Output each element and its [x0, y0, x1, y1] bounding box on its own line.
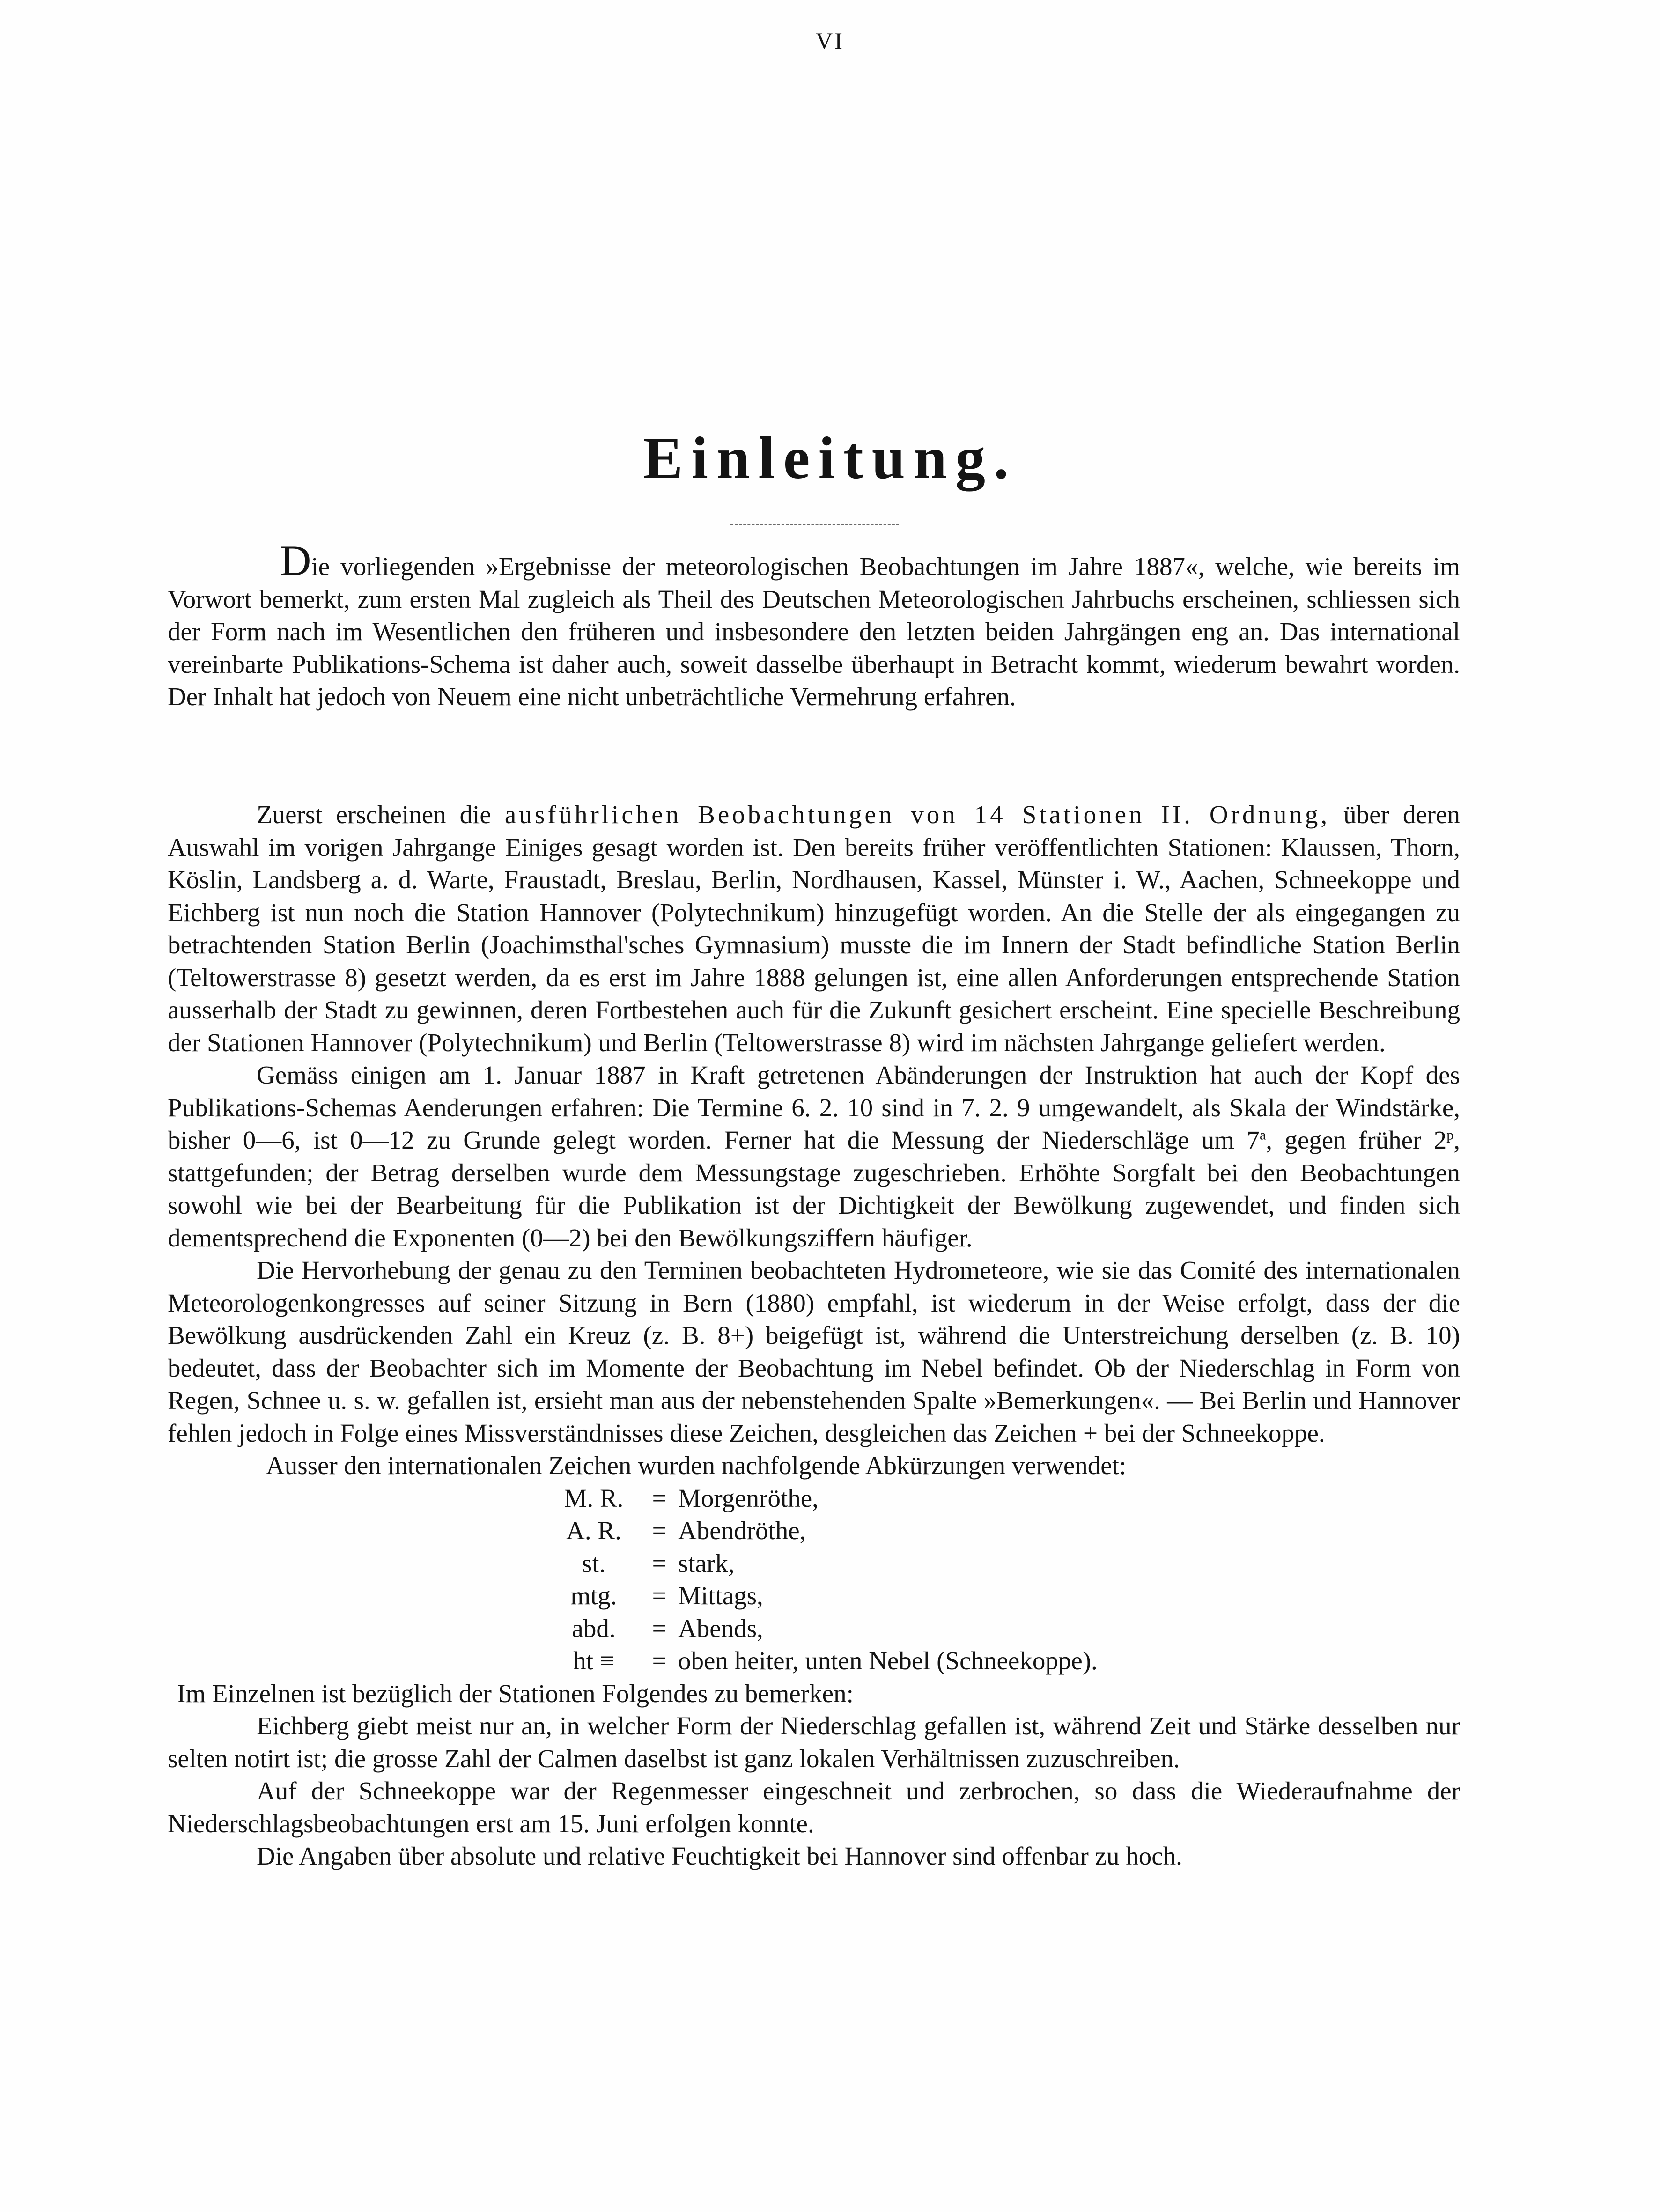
intro-text: ie vorliegenden »Ergebnisse der meteorologischen Beobachtungen im Jahre 1887«, welche, wie bereits im Vorwort bemerkt, zum ersten Mal zugleich als Theil des Deutschen Meteorologischen Jahrbuchs erscheinen, schliessen sich der Form nach im Wesentlichen den früheren und insbesondere den letzten beiden Jahrgängen eng an. Das international vereinbarte Publikations-Schema ist daher auch, soweit dasselbe überhaupt in Betracht kommt, wiederum bewahrt worden. Der Inhalt hat jedoch von Neuem eine nicht unbeträchtliche Vermehrung erfahren. [168, 552, 1460, 711]
equals-sign: = [652, 1483, 667, 1512]
superscript-p: p [1446, 1127, 1454, 1143]
abbreviation-key: st. [582, 1548, 606, 1578]
abbreviation-value: Morgenröthe, [678, 1483, 819, 1512]
paragraph-stations-rest: über deren Auswahl im vorigen Jahrgange Einiges gesagt worden ist. Den bereits früher veröffentlichten Stationen: Klaussen, Thorn, Köslin, Landsberg a. d. Warte, Fraustadt, Breslau, Berlin, Nordhausen, Kassel, Münster i. W., Aachen, Schneekoppe und Eichberg ist nun noch die Station Hannover (Polytechnikum) hinzugefügt worden. An die Stelle der als eingegangen zu betrachtenden Station Berlin (Joachimsthal'sches Gymnasium) musste die im Innern der Stadt befindliche Station Berlin (Teltowerstrasse 8) gesetzt werden, da es erst im Jahre 1888 gelungen ist, eine allen Anforderungen entsprechende Station ausserhalb der Stadt zu gewinnen, deren Fortbestehen auch für die Zukunft gesichert erscheint. Eine specielle Beschreibung der Stationen Hannover (Polytechnikum) und Berlin (Teltowerstrasse 8) wird im nächsten Jahrgange geliefert werden. [168, 800, 1460, 1057]
equals-sign: = [652, 1614, 667, 1643]
drop-cap: D [280, 537, 311, 584]
abbreviations-intro: Ausser den internationalen Zeichen wurden nachfolgende Abkürzungen verwendet: [266, 1451, 1127, 1480]
abbreviation-row [547, 1612, 1460, 1645]
abbreviation-value: Abends, [678, 1614, 763, 1643]
equals-sign: = [652, 1646, 667, 1675]
paragraph-stations-lead: Zuerst erscheinen die [257, 800, 505, 829]
abbreviation-key: mtg. [570, 1581, 617, 1610]
station-note-schneekoppe: Auf der Schneekoppe war der Regenmesser eingeschneit und zerbrochen, so dass die Wiederaufnahme der Niederschlagsbeobachtungen erst am 15. Juni erfolgen konnte. [168, 1777, 1460, 1838]
stations-intro: Im Einzelnen ist bezüglich der Stationen Folgendes zu bemerken: [177, 1679, 854, 1708]
equals-sign: = [652, 1581, 667, 1610]
title-divider [730, 524, 899, 525]
abbreviation-value: Abendröthe, [678, 1516, 806, 1545]
abbreviation-row [547, 1482, 1460, 1515]
equals-sign: = [652, 1548, 667, 1578]
para3-part-c: , stattgefunden; der Betrag derselben wurde dem Messungstage zugeschrieben. Erhöhte Sorgfalt bei den Beobachtungen sowohl wie bei der Bearbeitung für die Publikation ist der Dichtigkeit der Bewölkung zugewendet, und finden sich dementsprechend die Exponenten (0—2) bei den Bewölkungsziffern häufiger. [168, 1126, 1460, 1252]
page-number: VI [816, 28, 844, 54]
abbreviation-key: abd. [572, 1614, 616, 1643]
paragraph-hydrometeors: Die Hervorhebung der genau zu den Terminen beobachteten Hydrometeore, wie sie das Comité des internationalen Meteorologenkongresses auf seiner Sitzung in Bern (1880) empfahl, ist wiederum in der Weise erfolgt, dass der die Bewölkung ausdrückenden Zahl ein Kreuz (z. B. 8+) beigefügt ist, während die Unterstreichung derselben (z. B. 10) bedeutet, dass der Beobachter sich im Momente der Beobachtung im Nebel befindet. Ob der Niederschlag in Form von Regen, Schnee u. s. w. gefallen ist, ersieht man aus der nebenstehenden Spalte »Bemerkungen«. — Bei Berlin und Hannover fehlen jedoch in Folge eines Missverständnisses diese Zeichen, desgleichen das Zeichen + bei der Schneekoppe. [168, 1256, 1460, 1447]
station-note-hannover: Die Angaben über absolute und relative Feuchtigkeit bei Hannover sind offenbar zu hoch. [257, 1842, 1182, 1870]
superscript-a: a [1259, 1127, 1266, 1143]
paragraph-stations [168, 798, 1460, 1059]
abbreviation-row [547, 1514, 1460, 1547]
intro-paragraph [168, 537, 1460, 713]
abbreviation-value: Mittags, [678, 1581, 763, 1610]
abbreviation-value: stark, [678, 1548, 735, 1578]
para3-part-a: Gemäss einigen am 1. Januar 1887 in Kraft getretenen Abänderungen der Instruktion hat auch der Kopf des Publikations-Schemas Aenderungen erfahren: Die Termine 6. 2. 10 sind in 7. 2. 9 umgewandelt, als Skala der Windstärke, bisher 0—6, ist 0—12 zu Grunde gelegt worden. Ferner hat die Messung der Niederschläge um 7 [168, 1061, 1460, 1154]
paragraph-stations-emphasis: ausführlichen Beobachtungen von 14 Stationen II. Ordnung, [504, 800, 1330, 829]
station-note-eichberg: Eichberg giebt meist nur an, in welcher Form der Niederschlag gefallen ist, während Zeit und Stärke desselben nur selten notirt ist; die grosse Zahl der Calmen daselbst ist ganz lokalen Verhältnissen zuzuschreiben. [168, 1711, 1460, 1773]
abbreviation-value: oben heiter, unten Nebel (Schneekoppe). [678, 1646, 1098, 1675]
page-title: Einleitung. [642, 425, 1018, 491]
equals-sign: = [652, 1516, 667, 1545]
abbreviation-row [547, 1644, 1460, 1677]
abbreviation-key: M. R. [564, 1483, 624, 1512]
intro-section [168, 537, 1460, 713]
abbreviation-key: A. R. [566, 1516, 621, 1545]
abbreviation-row [547, 1579, 1460, 1612]
abbreviations-list [547, 1482, 1460, 1677]
abbreviation-key: ht ≡ [573, 1646, 614, 1675]
body-section [168, 798, 1460, 1873]
para3-part-b: , gegen früher 2 [1266, 1126, 1447, 1154]
abbreviation-row [547, 1547, 1460, 1580]
paragraph-instruction-changes [168, 1059, 1460, 1254]
